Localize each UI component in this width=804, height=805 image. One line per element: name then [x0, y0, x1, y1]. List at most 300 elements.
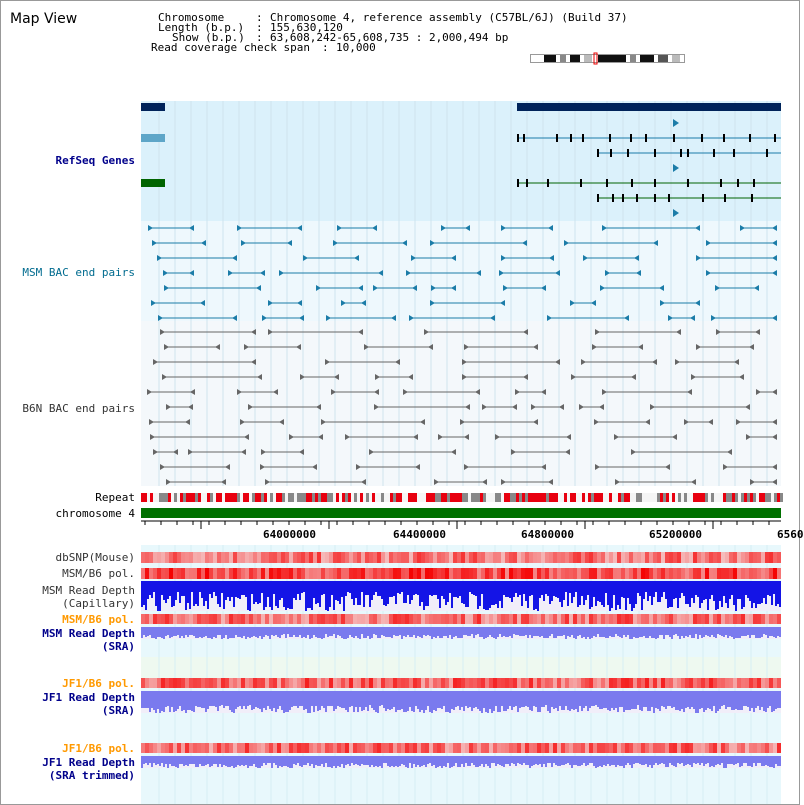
- depth-bar: [585, 691, 587, 706]
- repeat-segment: [507, 493, 510, 502]
- heat-cell: [505, 552, 509, 563]
- heat-cell: [469, 552, 473, 563]
- depth-bar: [319, 627, 321, 638]
- heat-cell: [649, 568, 653, 579]
- depth-bar: [611, 627, 613, 637]
- repeat-segment: [627, 493, 630, 502]
- depth-bar: [547, 581, 549, 596]
- heat-cell: [653, 552, 657, 563]
- repeat-segment: [744, 493, 747, 502]
- depth-bar: [417, 581, 419, 595]
- depth-bar: [331, 756, 333, 768]
- depth-bar: [345, 581, 347, 596]
- heat-cell: [457, 552, 461, 563]
- depth-bar: [767, 627, 769, 638]
- depth-bar: [167, 756, 169, 768]
- depth-bar: [683, 756, 685, 766]
- depth-bar: [449, 691, 451, 713]
- heat-cell: [157, 552, 161, 563]
- depth-bar: [479, 627, 481, 637]
- depth-bar: [219, 691, 221, 706]
- repeat-segment: [561, 493, 564, 502]
- heat-cell: [385, 678, 389, 688]
- gene-exon: [517, 134, 519, 142]
- heat-cell: [485, 568, 489, 579]
- heat-cell: [201, 678, 205, 688]
- depth-bar: [289, 691, 291, 710]
- depth-bar: [203, 627, 205, 637]
- heat-cell: [709, 552, 713, 563]
- depth-bar: [551, 756, 553, 767]
- repeat-segment: [273, 493, 276, 502]
- repeat-segment: [645, 493, 648, 502]
- heat-cell: [617, 743, 621, 753]
- repeat-segment: [696, 493, 699, 502]
- heat-cell: [549, 552, 553, 563]
- heat-cell: [541, 678, 545, 688]
- heat-cell: [185, 743, 189, 753]
- depth-bar: [537, 691, 539, 712]
- gene-block: [141, 134, 165, 142]
- depth-bar: [689, 627, 691, 635]
- repeat-segment: [732, 493, 735, 502]
- depth-bar: [591, 691, 593, 706]
- gene-exon: [654, 149, 656, 157]
- depth-bar: [739, 581, 741, 599]
- repeat-segment: [348, 493, 351, 502]
- heat-cell: [745, 614, 749, 624]
- depth-bar: [479, 691, 481, 711]
- heat-cell: [649, 552, 653, 563]
- repeat-segment: [375, 493, 378, 502]
- heat-cell: [661, 552, 665, 563]
- heat-cell: [377, 614, 381, 624]
- heat-cell: [249, 678, 253, 688]
- heat-cell: [477, 743, 481, 753]
- depth-bar: [301, 627, 303, 638]
- heat-cell: [773, 614, 777, 624]
- heat-cell: [665, 678, 669, 688]
- heat-cell: [601, 568, 605, 579]
- depth-bar: [219, 581, 221, 607]
- heat-cell: [173, 568, 177, 579]
- heat-cell: [309, 552, 313, 563]
- depth-bar: [341, 756, 343, 764]
- depth-bar: [315, 691, 317, 706]
- repeat-segment: [336, 493, 339, 502]
- depth-bar: [419, 691, 421, 712]
- depth-bar: [149, 627, 151, 635]
- depth-bar: [449, 627, 451, 635]
- repeat-segment: [420, 493, 423, 502]
- heat-cell: [333, 552, 337, 563]
- heat-cell: [397, 568, 401, 579]
- depth-bar: [351, 691, 353, 706]
- depth-bar: [603, 627, 605, 637]
- depth-bar: [763, 756, 765, 766]
- depth-bar: [521, 756, 523, 765]
- depth-bar: [217, 627, 219, 635]
- depth-bar: [251, 627, 253, 637]
- heat-cell: [777, 614, 781, 624]
- depth-bar: [547, 691, 549, 711]
- heat-cell: [489, 568, 493, 579]
- heat-cell: [577, 678, 581, 688]
- heat-cell: [277, 568, 281, 579]
- depth-bar: [671, 627, 673, 639]
- heat-cell: [617, 678, 621, 688]
- heat-cell: [305, 568, 309, 579]
- depth-bar: [721, 581, 723, 607]
- depth-bar: [207, 691, 209, 709]
- repeat-segment: [522, 493, 525, 502]
- depth-bar: [405, 691, 407, 712]
- repeat-segment: [369, 493, 372, 502]
- depth-bar: [477, 691, 479, 709]
- heat-cell: [265, 678, 269, 688]
- heat-cell: [269, 614, 273, 624]
- depth-bar: [293, 581, 295, 598]
- depth-bar: [583, 627, 585, 637]
- depth-bar: [253, 627, 255, 636]
- depth-bar: [503, 627, 505, 636]
- repeat-segment: [624, 493, 627, 502]
- depth-bar: [533, 756, 535, 765]
- depth-bar: [659, 756, 661, 764]
- heat-cell: [673, 678, 677, 688]
- heat-cell: [465, 614, 469, 624]
- gene-exon: [580, 179, 582, 187]
- heat-cell: [289, 678, 293, 688]
- depth-bar: [581, 581, 583, 596]
- heat-cell: [597, 678, 601, 688]
- depth-bar: [719, 581, 721, 601]
- heat-cell: [705, 678, 709, 688]
- gene-exon: [547, 179, 549, 187]
- depth-bar: [327, 581, 329, 611]
- depth-bar: [321, 691, 323, 706]
- repeat-segment: [699, 493, 702, 502]
- ruler-tick-label: 64000000: [263, 528, 316, 541]
- depth-bar: [707, 581, 709, 610]
- heat-cell: [721, 743, 725, 753]
- depth-bar: [727, 691, 729, 707]
- depth-bar: [179, 756, 181, 764]
- repeat-segment: [177, 493, 180, 502]
- depth-bar: [589, 691, 591, 708]
- repeat-segment: [510, 493, 513, 502]
- depth-bar: [563, 581, 565, 600]
- depth-bar: [741, 691, 743, 710]
- heat-cell: [585, 743, 589, 753]
- depth-bar: [469, 581, 471, 592]
- heat-cell: [609, 614, 613, 624]
- heat-cell: [721, 568, 725, 579]
- repeat-segment: [330, 493, 333, 502]
- heat-cell: [573, 678, 577, 688]
- depth-bar: [683, 691, 685, 712]
- heat-cell: [325, 552, 329, 563]
- heat-cell: [517, 678, 521, 688]
- depth-bar: [187, 627, 189, 637]
- gene-exon: [597, 149, 599, 157]
- depth-bar: [149, 756, 151, 763]
- heat-cell: [237, 552, 241, 563]
- repeat-segment: [204, 493, 207, 502]
- depth-bar: [659, 691, 661, 711]
- depth-bar: [229, 581, 231, 601]
- depth-bar: [223, 627, 225, 638]
- heat-cell: [665, 614, 669, 624]
- heat-cell: [681, 552, 685, 563]
- depth-bar: [373, 627, 375, 634]
- depth-bar: [693, 756, 695, 763]
- heat-cell: [661, 678, 665, 688]
- depth-bar: [403, 756, 405, 765]
- heat-cell: [733, 678, 737, 688]
- depth-bar: [587, 627, 589, 637]
- heat-cell: [525, 568, 529, 579]
- depth-bar: [621, 756, 623, 766]
- depth-bar: [489, 581, 491, 608]
- heat-cell: [341, 743, 345, 753]
- depth-bar: [525, 627, 527, 635]
- depth-bar: [771, 627, 773, 636]
- depth-bar: [423, 756, 425, 765]
- repeat-segment: [372, 493, 375, 502]
- depth-bar: [643, 756, 645, 765]
- depth-bar: [577, 627, 579, 636]
- heat-cell: [681, 743, 685, 753]
- repeat-segment: [258, 493, 261, 502]
- heat-cell: [653, 568, 657, 579]
- depth-bar: [239, 581, 241, 599]
- depth-bar: [571, 691, 573, 709]
- heat-cell: [197, 678, 201, 688]
- depth-bar: [175, 691, 177, 711]
- depth-bar: [553, 581, 555, 596]
- depth-bar: [413, 756, 415, 764]
- heat-cell: [445, 568, 449, 579]
- depth-bar: [757, 756, 759, 763]
- repeat-segment: [213, 493, 216, 502]
- repeat-segment: [153, 493, 156, 502]
- repeat-segment: [246, 493, 249, 502]
- heat-cell: [565, 614, 569, 624]
- depth-bar: [649, 756, 651, 765]
- depth-bar: [309, 756, 311, 766]
- heat-cell: [693, 614, 697, 624]
- depth-bar: [237, 691, 239, 707]
- depth-bar: [275, 756, 277, 765]
- depth-bar: [697, 627, 699, 639]
- heat-cell: [761, 614, 765, 624]
- depth-bar: [677, 581, 679, 608]
- heat-cell: [453, 743, 457, 753]
- depth-bar: [705, 691, 707, 710]
- depth-bar: [779, 691, 781, 708]
- heat-cell: [493, 552, 497, 563]
- heat-cell: [657, 568, 661, 579]
- depth-bar: [485, 627, 487, 638]
- depth-bar: [503, 691, 505, 711]
- heat-cell: [381, 568, 385, 579]
- heat-cell: [161, 552, 165, 563]
- repeat-segment: [312, 493, 315, 502]
- heat-cell: [501, 614, 505, 624]
- heat-cell: [749, 552, 753, 563]
- depth-bar: [765, 627, 767, 635]
- heat-cell: [369, 568, 373, 579]
- heat-cell: [389, 552, 393, 563]
- depth-bar: [461, 756, 463, 764]
- depth-bar: [411, 756, 413, 768]
- depth-bar: [729, 627, 731, 636]
- depth-bar: [451, 691, 453, 709]
- heat-cell: [153, 614, 157, 624]
- depth-bar: [309, 581, 311, 608]
- depth-bar: [725, 756, 727, 768]
- depth-bar: [325, 581, 327, 610]
- heat-cell: [537, 743, 541, 753]
- heat-cell: [405, 552, 409, 563]
- depth-bar: [415, 627, 417, 638]
- heat-cell: [585, 568, 589, 579]
- heat-cell: [413, 552, 417, 563]
- heat-cell: [269, 743, 273, 753]
- depth-bar: [303, 691, 305, 710]
- heat-cell: [181, 743, 185, 753]
- depth-bar: [341, 691, 343, 708]
- heat-cell: [545, 614, 549, 624]
- heat-cell: [349, 614, 353, 624]
- depth-bar: [355, 756, 357, 764]
- depth-bar: [297, 691, 299, 708]
- depth-bar: [273, 581, 275, 594]
- depth-bar: [771, 691, 773, 712]
- heat-cell: [629, 552, 633, 563]
- depth-bar: [405, 627, 407, 637]
- repeat-segment: [714, 493, 717, 502]
- depth-bar: [483, 627, 485, 639]
- depth-bar: [425, 627, 427, 636]
- depth-bar: [349, 756, 351, 766]
- heat-cell: [245, 678, 249, 688]
- depth-bar: [547, 756, 549, 763]
- heat-cell: [245, 743, 249, 753]
- heat-cell: [553, 552, 557, 563]
- heat-cell: [393, 743, 397, 753]
- depth-bar: [695, 581, 697, 595]
- heat-cell: [765, 552, 769, 563]
- depth-bar: [283, 691, 285, 713]
- depth-bar: [451, 581, 453, 608]
- depth-bar: [227, 756, 229, 767]
- depth-bar: [567, 627, 569, 636]
- heat-cell: [633, 568, 637, 579]
- depth-bar: [665, 756, 667, 767]
- depth-bar: [143, 691, 145, 708]
- heat-cell: [757, 614, 761, 624]
- depth-bar: [555, 691, 557, 708]
- depth-bar: [557, 691, 559, 711]
- depth-bar: [771, 756, 773, 767]
- depth-bar: [211, 627, 213, 639]
- depth-bar: [679, 756, 681, 764]
- heat-cell: [497, 552, 501, 563]
- depth-bar: [559, 691, 561, 706]
- depth-bar: [197, 627, 199, 638]
- depth-bar: [385, 581, 387, 606]
- gene-exon: [753, 179, 755, 187]
- depth-bar: [541, 756, 543, 767]
- repeat-segment: [528, 493, 531, 502]
- heat-cell: [265, 743, 269, 753]
- depth-bar: [593, 627, 595, 636]
- repeat-segment: [435, 493, 438, 502]
- depth-bar: [415, 691, 417, 706]
- depth-bar: [433, 691, 435, 710]
- depth-bar: [759, 691, 761, 710]
- heat-cell: [689, 743, 693, 753]
- heat-cell: [309, 568, 313, 579]
- depth-bar: [181, 627, 183, 636]
- heat-cell: [441, 552, 445, 563]
- repeat-segment: [576, 493, 579, 502]
- heat-cell: [637, 552, 641, 563]
- repeat-segment: [471, 493, 474, 502]
- heat-cell: [533, 614, 537, 624]
- heat-cell: [189, 552, 193, 563]
- depth-bar: [433, 581, 435, 595]
- heat-cell: [221, 552, 225, 563]
- depth-bar: [319, 581, 321, 607]
- heat-cell: [461, 614, 465, 624]
- depth-bar: [739, 627, 741, 638]
- depth-bar: [491, 691, 493, 713]
- depth-bar: [573, 691, 575, 710]
- repeat-segment: [585, 493, 588, 502]
- depth-bar: [721, 756, 723, 763]
- depth-bar: [279, 627, 281, 638]
- heat-cell: [529, 552, 533, 563]
- depth-bar: [173, 581, 175, 606]
- depth-bar: [685, 691, 687, 708]
- repeat-segment: [531, 493, 534, 502]
- depth-bar: [447, 691, 449, 712]
- heat-cell: [489, 678, 493, 688]
- heat-cell: [597, 568, 601, 579]
- depth-bar: [613, 581, 615, 595]
- depth-bar: [259, 756, 261, 768]
- depth-bar: [503, 756, 505, 767]
- depth-bar: [343, 627, 345, 639]
- heat-cell: [713, 552, 717, 563]
- heat-cell: [733, 614, 737, 624]
- heat-cell: [653, 678, 657, 688]
- depth-bar: [437, 691, 439, 708]
- depth-bar: [397, 756, 399, 767]
- heat-cell: [145, 678, 149, 688]
- depth-bar: [753, 627, 755, 635]
- depth-bar: [475, 627, 477, 635]
- heat-cell: [461, 552, 465, 563]
- depth-bar: [325, 627, 327, 634]
- heat-cell: [193, 552, 197, 563]
- depth-bar: [441, 581, 443, 596]
- heat-cell: [597, 743, 601, 753]
- heat-cell: [777, 568, 781, 579]
